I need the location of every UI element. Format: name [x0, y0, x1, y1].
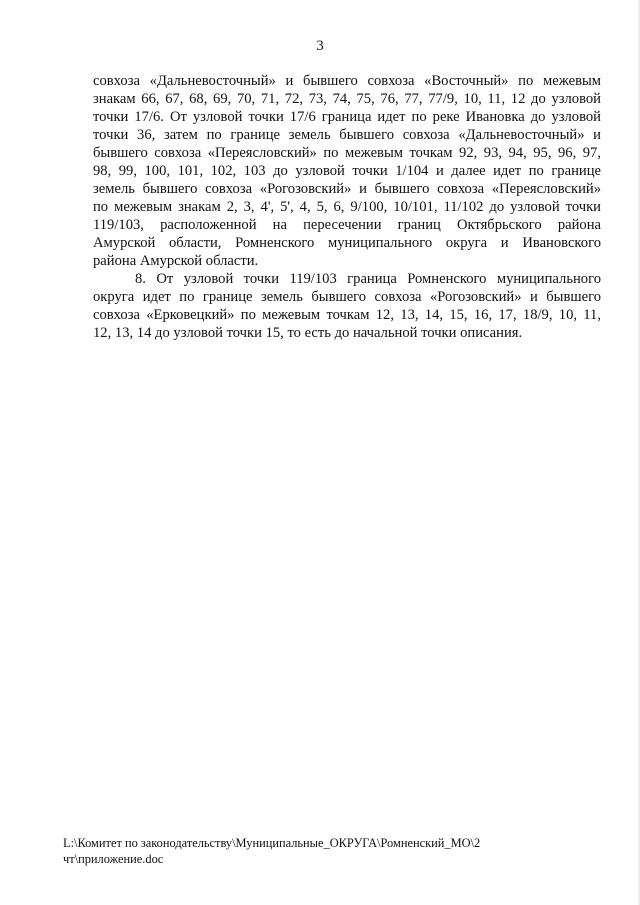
text-line: по межевым знакам 2, 3, 4', 5', 4, 5, 6, 9/100, 10/101, 11/102 до узловой точки — [93, 199, 601, 215]
page-number: 3 — [316, 38, 324, 54]
text-line: 12, 13, 14 до узловой точки 15, то есть до начальной точки описания. — [93, 325, 523, 341]
text-line: знакам 66, 67, 68, 69, 70, 71, 72, 73, 74, 75, 76, 77, 77/9, 10, 11, 12 до узловой — [93, 91, 601, 107]
text-line: земель бывшего совхоза «Рогозовский» и бывшего совхоза «Переясловский» — [93, 181, 601, 197]
text-line: бывшего совхоза «Переясловский» по межевым точкам 92, 93, 94, 95, 96, 97, — [93, 145, 601, 161]
footer-path-line: чт\приложение.doc — [63, 852, 164, 866]
text-line: 119/103, расположенной на пересечении границ Октябрьского района — [93, 217, 601, 233]
text-line: точки 17/6. От узловой точки 17/6 граница идет по реке Ивановка до узловой — [93, 109, 601, 125]
text-line: совхоза «Дальневосточный» и бывшего совхоза «Восточный» по межевым — [93, 73, 601, 89]
text-line: точки 36, затем по границе земель бывшего совхоза «Дальневосточный» и — [93, 127, 601, 143]
text-line: совхоза «Ерковецкий» по межевым точкам 12, 13, 14, 15, 16, 17, 18/9, 10, 11, — [93, 307, 601, 323]
text-line: 8. От узловой точки 119/103 граница Ромненского муниципального — [135, 271, 601, 287]
text-line: Амурской области, Ромненского муниципального округа и Ивановского — [93, 235, 601, 251]
text-line: округа идет по границе земель бывшего совхоза «Рогозовский» и бывшего — [93, 289, 601, 305]
text-line: района Амурской области. — [93, 253, 259, 269]
text-line: 98, 99, 100, 101, 102, 103 до узловой точки 1/104 и далее идет по границе — [93, 163, 601, 179]
footer-path-line: L:\Комитет по законодательству\Муниципальные_ОКРУГА\Ромненский_МО\2 — [63, 836, 481, 850]
